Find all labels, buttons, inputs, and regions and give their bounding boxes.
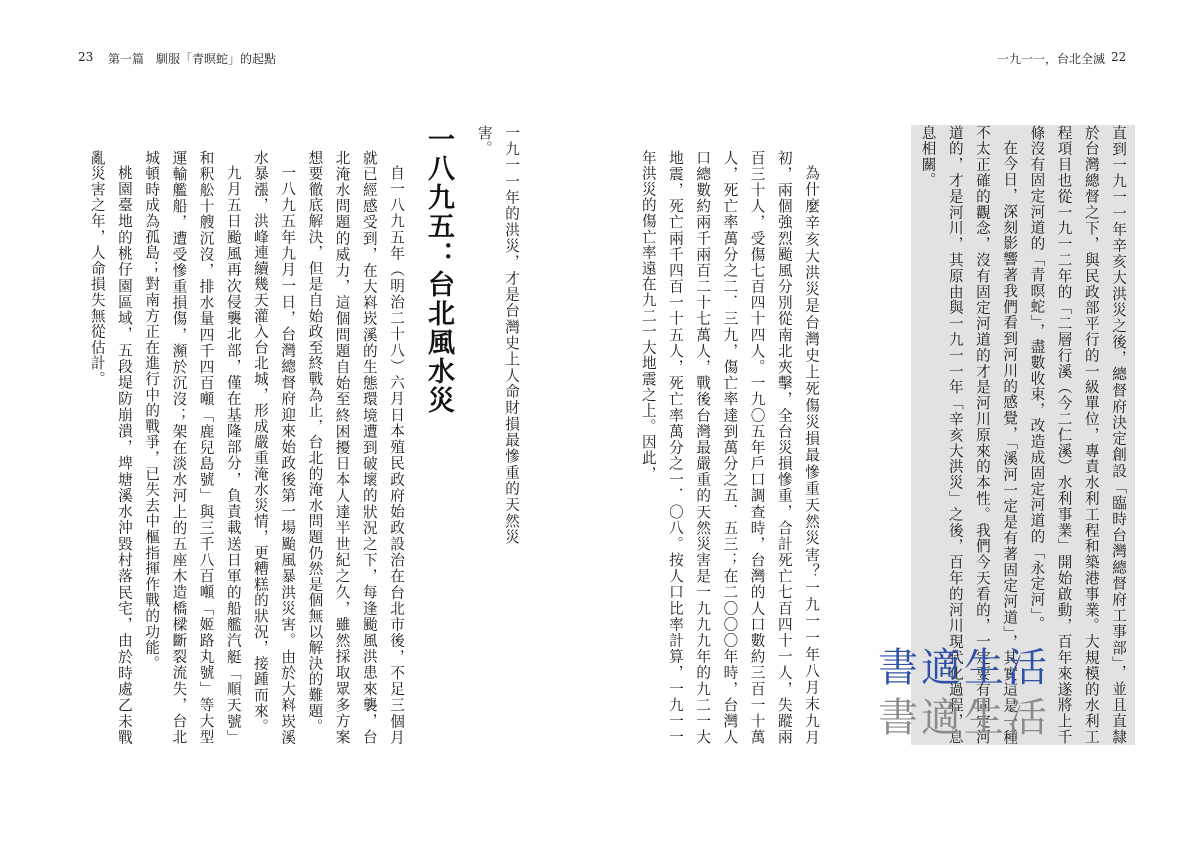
body-paragraph-2: 一八九五年九月一日，台灣總督府迎來始政後第一場颱風暴洪災害。由於大嵙崁溪水暴漲，洪峰連續幾天灌入台北城，形成嚴重淹水災情，更糟糕的狀況，接踵而來。 (251, 150, 297, 745)
box-paragraph-2: 在今日，深刻影響著我們看到河川的感覺，「溪河一定是有著固定河道」，其實這是一種不太正確的觀念，沒有固定河道的才是河川原來的本性。我們今天看的，一定要有固定河道的，才是河川，其原由與一九一一年「辛亥大洪災」之後，百年的河川現代化過程，息息相關。 (919, 125, 1019, 745)
left-page-number: 23 (78, 50, 94, 64)
right-page-body (635, 150, 825, 745)
right-page-number: 22 (1111, 50, 1127, 64)
left-page-continuation (471, 125, 525, 545)
watermark-logo-shadow: 書適生活 (878, 695, 1050, 741)
right-page (595, 125, 1135, 755)
left-page-body (84, 150, 410, 745)
body-paragraph-1: 自一八九五年（明治二十八）六月日本殖民政府始政設治在台北市後，不足三個月就已經感受到，在大嵙崁溪的生態環境遭到破壞的狀況之下，每逢颱風洪患來襲，台北淹水問題的威力，這個問題自始至終困擾日本人達半世紀之久，雖然採取眾多方案想要徹底解決，但是自始政至終戰為止，台北的淹水問題仍然是個無以解決的難題。 (306, 150, 405, 745)
left-running-title: 第一篇 馴服「青暝蛇」的起點 (108, 52, 277, 66)
left-page (70, 125, 530, 755)
body-paragraph-3: 九月五日颱風再次侵襲北部，僅在基隆部分，負責載送日軍的船艦汽艇「順天號」和釈舩十艘沉沒，排水量四千四百噸「鹿兒島號」與三千八百噸「姬路丸號」等大型運輸艦船，遭受慘重損傷，瀕於沉沒；架在淡水河上的五座木造橋樑斷裂流失，台北城頓時成為孤島；對南方正在進行中的戰爭，已失去中樞指揮作戰的功能。 (143, 150, 242, 745)
watermark-logo: 書適生活 (878, 645, 1050, 691)
continuation-paragraph: 一九一一年的洪災，才是台灣史上人命財損最慘重的天然災害。 (475, 125, 520, 545)
section-heading: 一八九五：台北風水災 (423, 125, 454, 415)
body-paragraph: 為什麼辛亥大洪災是台灣史上死傷災損最慘重天然災害？一九一一年八月末九月初，兩個強烈颱風分別從南北夾擊，全台災損慘重，合計死亡七百四十一人，失蹤兩百三十人，受傷七百四十四人。一九〇五年戶口調查時，台灣的人口數約三百一十萬人，死亡率萬分之二．三九，傷亡率達到萬分之五．五三；在二〇〇〇年時，台灣人口總數約兩千兩百二十七萬人，戰後台灣最嚴重的天然災害是一九九九年的九二一大地震，死亡兩千四百一十五人，死亡率萬分之一．〇八。按人口比率計算，一九一一年洪災的傷亡率遠在九二一大地震之上。因此， (639, 150, 820, 745)
body-paragraph-4: 桃園臺地的桃仔園區域，五段堤防崩潰，埤塘溪水沖毀村落民宅，由於時處乙未戰亂災害之年，人命損失無從估計。 (88, 150, 133, 745)
box-paragraph-1: 直到一九一一年辛亥大洪災之後，總督府決定創設「臨時台灣總督府工事部」，並且直隸於台灣總督之下，與民政部平行的一級單位，專責水利工程和築港事業。大規模的水利工程項目也從一九一二年的「二層行溪（今二仁溪）水利事業」開始啟動，百年來遂將上千條沒有固定河道的「青暝蛇」，盡數收束，改造成固定河道的「永定河」。 (1028, 125, 1127, 745)
right-running-title: 一九一一，台北全滅 (997, 52, 1106, 66)
